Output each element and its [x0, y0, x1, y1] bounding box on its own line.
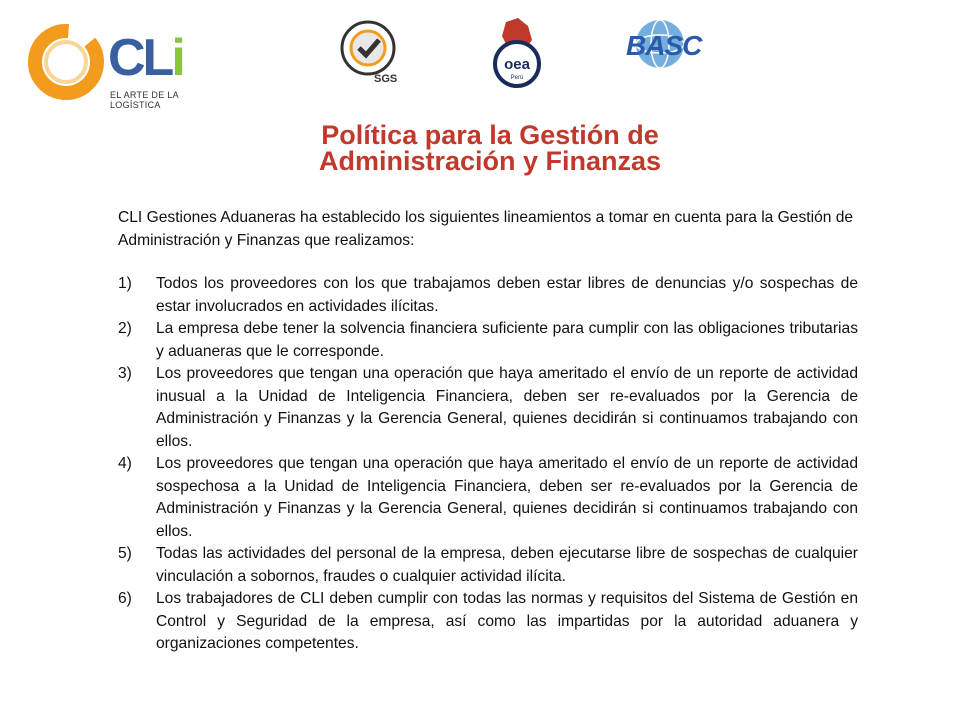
basc-wordmark: BASC [626, 30, 702, 61]
svg-text:Perú: Perú [510, 75, 524, 81]
list-item [118, 318, 858, 363]
intro-paragraph: CLI Gestiones Aduaneras ha establecido los siguientes lineamientos a tomar en cuenta para la Gestión de Administración y Finanzas que realizamos: [118, 209, 854, 249]
item-text: Los proveedores que tengan una operación que haya ameritado el envío de un reporte de actividad inusual a la Unidad de Inteligencia Financiera, deben ser re-evaluados por la Gerencia de Administración y Finanzas y la Gerencia General, quienes decidirán si continuamos trabajando con ellos. [156, 365, 858, 450]
cli-wordmark: CLi [108, 29, 183, 87]
item-text: Los proveedores que tengan una operación que haya ameritado el envío de un reporte de actividad sospechosa a la Unidad de Inteligencia Financiera, deben ser re-evaluados por la Gerencia de Administración y Finanzas y la Gerencia General, quienes decidirán si continuamos trabajando con ellos. [156, 455, 858, 540]
cli-ring-icon [26, 22, 106, 102]
item-number: 5) [118, 545, 132, 562]
basc-logo [612, 18, 708, 90]
item-text: Todas las actividades del personal de la empresa, deben ejecutarse libre de sospechas de cualquier vinculación a sobornos, fraudes o cualquier actividad ilícita. [156, 545, 858, 585]
list-item [118, 363, 858, 453]
cli-tagline: EL ARTE DE LA LOGÍSTICA [110, 90, 179, 110]
item-number: 1) [118, 275, 132, 292]
item-number: 3) [118, 365, 132, 382]
list-item [118, 273, 858, 318]
svg-text:SGS: SGS [374, 73, 398, 85]
title-line-1: Política para la Gestión de [321, 120, 659, 150]
item-number: 4) [118, 455, 132, 472]
svg-text:oea: oea [504, 56, 530, 73]
list-item [118, 453, 858, 543]
sgs-certification-logo [340, 18, 400, 86]
item-text: Los trabajadores de CLI deben cumplir con todas las normas y requisitos del Sistema de Gestión en Control y Seguridad de la empresa, así como las impartidas por la autoridad aduanera y organizaciones competentes. [156, 590, 858, 652]
title-line-2: Administración y Finanzas [318, 146, 662, 176]
item-text: Todos los proveedores con los que trabajamos deben estar libres de denuncias y/o sospechas de estar involucrados en actividades ilícitas. [156, 275, 858, 315]
oea-peru-logo [488, 18, 546, 90]
item-text: La empresa debe tener la solvencia financiera suficiente para cumplir con las obligaciones tributarias y aduaneras que le corresponde. [156, 320, 858, 360]
item-number: 2) [118, 320, 132, 337]
list-item [118, 543, 858, 588]
list-item [118, 588, 858, 656]
item-number: 6) [118, 590, 132, 607]
policy-list [118, 273, 858, 656]
cli-logo [20, 18, 220, 108]
page-title [260, 122, 720, 174]
